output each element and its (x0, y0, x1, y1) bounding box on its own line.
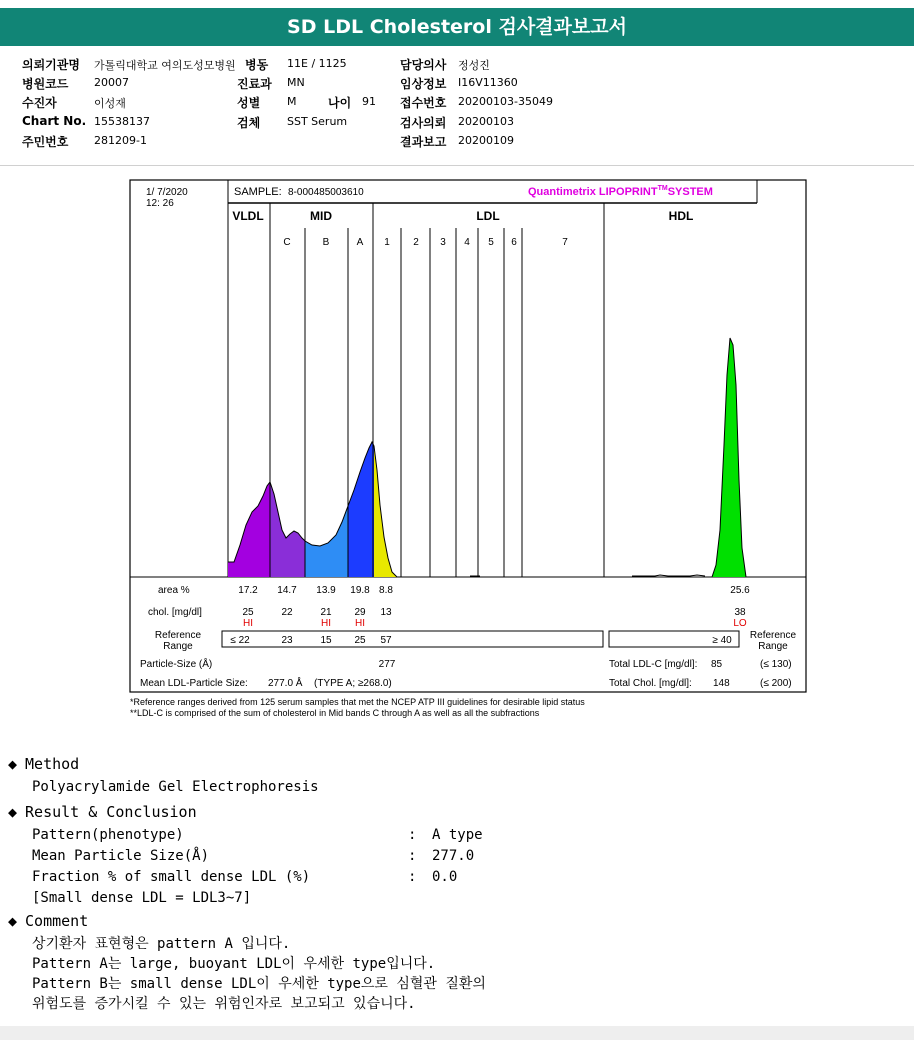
mean-ldl-label: Mean LDL-Particle Size: (140, 678, 248, 689)
value-resident-no: 281209-1 (94, 134, 147, 147)
area-vldl: 17.2 (238, 585, 258, 596)
sub-band-4: 4 (464, 237, 470, 248)
result-colon: : (408, 848, 417, 864)
total-chol-label: Total Chol. [mg/dl]: (609, 678, 692, 689)
label-specimen: 검체 (237, 116, 261, 130)
value-report-date: 20200109 (458, 134, 514, 147)
result-heading (8, 803, 197, 821)
comment-heading (8, 912, 88, 930)
sample-label: SAMPLE: (234, 186, 282, 198)
sub-band-c: C (283, 237, 291, 248)
system-name-a: Quantimetrix LIPOPRINT (528, 186, 658, 198)
report-frame (130, 180, 806, 692)
label-request-date: 검사의뢰 (400, 116, 447, 130)
area-hdl: 25.6 (730, 585, 750, 596)
value-sex: M (287, 95, 297, 108)
ref-label-b: Range (163, 641, 193, 652)
value-chart-no: 15538137 (94, 115, 150, 128)
diamond-bullet-icon: ◆ (8, 803, 18, 821)
comment-heading-text: Comment (25, 912, 89, 930)
result-value-fraction: 0.0 (432, 869, 458, 885)
band-mid-label: MID (310, 209, 332, 223)
lipoprint-report (0, 166, 914, 740)
flag-hdl: LO (733, 618, 747, 629)
particle-size-label: Particle-Size (Å) (140, 659, 213, 670)
ref-ldl1: 57 (380, 635, 392, 646)
value-age: 91 (362, 95, 376, 108)
sub-band-3: 3 (440, 237, 446, 248)
flag-a: HI (355, 618, 365, 629)
result-value-pattern: A type (432, 827, 483, 843)
value-request-date: 20200103 (458, 115, 514, 128)
result-row-pattern (32, 825, 184, 846)
comment-line: Pattern B는 small dense LDL이 우세한 type으로 심혈관 질환의 (32, 976, 486, 992)
ref-label-right-a: Reference (749, 630, 797, 641)
footer-band (0, 1026, 914, 1040)
report-title: SD LDL Cholesterol 검사결과보고서 (0, 8, 914, 46)
label-report-date: 결과보고 (400, 135, 447, 149)
diamond-bullet-icon: ◆ (8, 755, 18, 773)
sample-id: 8-000485003610 (288, 187, 364, 198)
band-hdl-label: HDL (668, 209, 694, 223)
method-heading-text: Method (25, 755, 80, 773)
label-age: 나이 (328, 96, 352, 110)
chol-c: 22 (281, 607, 293, 618)
value-specimen: SST Serum (287, 115, 348, 128)
sub-band-5: 5 (488, 237, 494, 248)
chol-label: chol. [mg/dl] (148, 607, 202, 618)
particle-size-value: 277 (378, 659, 396, 670)
hdl-ref: ≥ 40 (712, 635, 732, 646)
label-hospital-code: 병원코드 (22, 77, 69, 91)
flag-b: HI (321, 618, 331, 629)
comment-line: 상기환자 표현형은 pattern A 입니다. (32, 936, 291, 952)
label-receipt-no: 접수번호 (400, 96, 447, 110)
chol-a: 29 (354, 607, 366, 618)
comment-line: Pattern A는 large, buoyant LDL이 우세한 type입니다. (32, 956, 436, 972)
value-doctor: 정성진 (458, 59, 490, 72)
label-resident-no: 주민번호 (22, 135, 69, 149)
result-colon: : (408, 869, 417, 885)
total-chol-ref: (≤ 200) (760, 678, 792, 689)
value-institution: 가톨릭대학교 여의도성모병원 (94, 59, 236, 72)
chol-vldl: 25 (242, 607, 254, 618)
sub-band-b: B (322, 237, 330, 248)
method-text: Polyacrylamide Gel Electrophoresis (32, 779, 319, 795)
total-ldl-label: Total LDL-C [mg/dl]: (609, 659, 698, 670)
label-ward: 병동 (245, 58, 269, 72)
sub-band-2: 2 (413, 237, 419, 248)
sub-band-1: 1 (384, 237, 390, 248)
total-ldl-value: 85 (711, 659, 723, 670)
mean-ldl-type: (TYPE A; ≥268.0) (314, 678, 392, 689)
report-date: 1/ 7/2020 (146, 187, 188, 198)
area-a: 19.8 (350, 585, 370, 596)
value-receipt-no: 20200103-35049 (458, 95, 553, 108)
footnote-1: *Reference ranges derived from 125 serum samples that met the NCEP ATP III guidelines for desirable lipid status (130, 697, 585, 707)
area-ldl1: 8.8 (379, 585, 393, 596)
comment-line: 위험도를 증가시킬 수 있는 위험인자로 보고되고 있습니다. (32, 996, 416, 1012)
ref-label-a: Reference (154, 630, 202, 641)
total-ldl-ref: (≤ 130) (760, 659, 792, 670)
area-b: 13.9 (316, 585, 336, 596)
chol-b: 21 (320, 607, 332, 618)
ref-a: 25 (354, 635, 366, 646)
system-name (528, 185, 713, 198)
result-note: [Small dense LDL = LDL3~7] (32, 890, 252, 906)
label-sex: 성별 (237, 96, 261, 110)
system-tm: TM (657, 185, 668, 192)
result-label-size: Mean Particle Size(Å) (32, 848, 210, 864)
label-institution: 의뢰기관명 (22, 58, 80, 72)
band-vldl-label: VLDL (232, 209, 264, 223)
chol-ldl1: 13 (380, 607, 392, 618)
ref-b: 15 (320, 635, 332, 646)
report-time: 12: 26 (146, 198, 174, 209)
label-chart-no: Chart No. (22, 114, 87, 128)
total-chol-value: 148 (713, 678, 730, 689)
label-clinical-info: 임상정보 (400, 77, 447, 91)
ref-c: 23 (281, 635, 293, 646)
area-c: 14.7 (277, 585, 297, 596)
result-heading-text: Result & Conclusion (25, 803, 197, 821)
sub-band-6: 6 (511, 237, 517, 248)
system-name-b: SYSTEM (667, 186, 713, 198)
mean-ldl-value: 277.0 Å (268, 678, 303, 689)
ref-vldl: ≤ 22 (230, 635, 250, 646)
result-colon: : (408, 827, 417, 843)
flag-vldl: HI (243, 618, 253, 629)
value-department: MN (287, 76, 305, 89)
diamond-bullet-icon: ◆ (8, 912, 18, 930)
footnote-2: **LDL-C is comprised of the sum of cholesterol in Mid bands C through A as well as all the subfractions (130, 708, 540, 718)
method-heading (8, 755, 79, 773)
result-label-fraction: Fraction % of small dense LDL (%) (32, 869, 311, 885)
value-hospital-code: 20007 (94, 76, 129, 89)
chol-hdl: 38 (734, 607, 746, 618)
sub-band-a: A (356, 237, 364, 248)
label-patient: 수진자 (22, 96, 57, 110)
band-ldl-label: LDL (476, 209, 500, 223)
result-label: Pattern(phenotype) (32, 827, 184, 843)
area-label: area % (158, 585, 190, 596)
patient-info (0, 52, 914, 164)
value-ward: 11E / 1125 (287, 57, 347, 70)
value-patient: 이성재 (94, 97, 126, 110)
result-value-size: 277.0 (432, 848, 475, 864)
label-doctor: 담당의사 (400, 58, 447, 72)
value-clinical-info: I16V11360 (458, 76, 518, 89)
ref-label-right-b: Range (758, 641, 788, 652)
label-department: 진료과 (237, 77, 272, 91)
sub-band-7: 7 (562, 237, 568, 248)
